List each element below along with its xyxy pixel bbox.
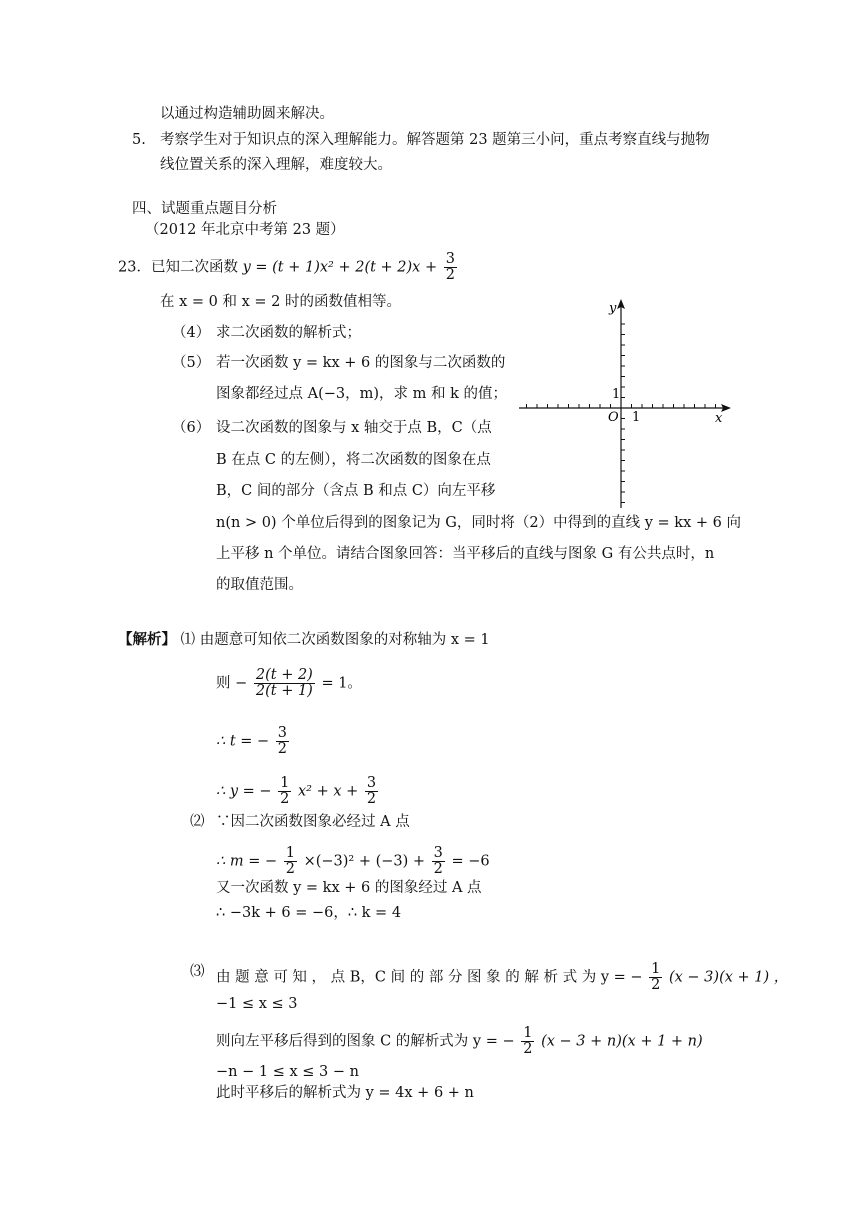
fraction-denominator: 2 — [366, 791, 377, 807]
part-6-text-a: 设二次函数的图象与 x 轴交于点 B，C（点 — [216, 420, 492, 436]
part-6-number: （6） — [172, 420, 211, 436]
fraction-numerator: 3 — [433, 845, 443, 861]
solution-1-text: 由题意可知依二次函数图象的对称轴为 x = 1 — [199, 632, 490, 648]
solution-1-number: ⑴ — [180, 632, 196, 648]
x-unit-label: 1 — [632, 410, 641, 425]
y-axis-label: y — [609, 301, 617, 316]
y-unit-label: 1 — [612, 387, 621, 402]
section-heading-4: 四、试题重点题目分析 — [132, 201, 277, 217]
solution-1-equals: = 1。 — [321, 675, 362, 692]
solution-2-text: ∵因二次函数图象必经过 A 点 — [216, 814, 410, 830]
solution-2-k-value: ∴ −3k + 6 = −6，∴ k = 4 — [216, 905, 402, 921]
solution-3-text — [216, 962, 788, 993]
t-equals: ∴ t = − — [216, 733, 270, 750]
solution-1-function — [216, 776, 380, 807]
fraction-denominator: 2 — [445, 267, 455, 283]
m-result: = −6 — [451, 853, 490, 870]
solution-3-shift-lead: 则向左平移后得到的图象 C 的解析式为 y = − — [216, 1033, 515, 1050]
y-equals: ∴ y = − — [216, 783, 272, 800]
solution-label: 【解析】 — [118, 631, 176, 648]
part-5-text-b: 图象都经过点 A(−3，m)，求 m 和 k 的值； — [216, 386, 507, 402]
fraction-denominator: 2 — [651, 977, 661, 993]
solution-1-t-value — [216, 726, 291, 757]
solution-3-final-line: 此时平移后的解析式为 y = 4x + 6 + n — [216, 1085, 474, 1101]
part-6-text-b: B 在点 C 的左侧），将二次函数的图象在点 — [216, 452, 491, 468]
question-23-prefix: 23．已知二次函数 — [118, 259, 238, 276]
part-6-text-c: B，C 间的部分（含点 B 和点 C）向左平移 — [216, 483, 496, 499]
fraction-denominator: 2(t + 1) — [255, 683, 313, 699]
solution-1-axis-eq — [216, 668, 362, 699]
item-5-text-a: 考察学生对于知识点的深入理解能力。解答题第 23 题第三小问，重点考察直线与抛物 — [160, 132, 710, 148]
y-terms: x² + x + — [298, 783, 359, 800]
solution-3-number: ⑶ — [190, 964, 205, 980]
solution-3-shift-fraction — [521, 1026, 534, 1057]
solution-3-shift-tail: (x − 3 + n)(x + 1 + n) — [541, 1033, 703, 1050]
fraction-denominator: 2 — [523, 1041, 533, 1057]
part-4-number: （4） — [172, 325, 211, 341]
m-equals: ∴ m = − — [216, 853, 278, 870]
solution-2-m-value — [216, 846, 490, 877]
part-6-text-d: n(n > 0) 个单位后得到的图象记为 G，同时将（2）中得到的直线 y = kx + 6 向 — [216, 515, 741, 531]
t-fraction — [276, 726, 289, 757]
fraction-numerator: 3 — [366, 775, 377, 791]
fraction-numerator: 1 — [651, 961, 661, 977]
solution-part-1 — [118, 630, 490, 650]
fraction-numerator: 1 — [280, 775, 290, 791]
question-23-formula: y = (t + 1)x² + 2(t + 2)x + — [242, 259, 438, 276]
question-source: （2012 年北京中考第 23 题） — [145, 222, 345, 238]
solution-3-range-2: −n − 1 ≤ x ≤ 3 − n — [216, 1064, 359, 1080]
part-6-text-f: 的取值范围。 — [216, 577, 303, 593]
fraction-numerator: 1 — [523, 1025, 533, 1041]
solution-3-shift — [216, 1026, 703, 1057]
const-fraction — [365, 776, 378, 807]
fraction-denominator: 2 — [285, 861, 295, 877]
m-fraction — [284, 846, 297, 877]
part-6-text-e: 上平移 n 个单位。请结合图象回答：当平移后的直线与图象 G 有公共点时，n — [216, 546, 715, 562]
solution-3-fraction — [649, 962, 662, 993]
fraction-denominator: 2 — [277, 741, 288, 757]
question-23-stem — [118, 252, 459, 283]
item-5-text-b: 线位置关系的深入理解，难度较大。 — [160, 157, 392, 173]
m-terms: ×(−3)² + (−3) + — [303, 853, 426, 870]
solution-1-fraction — [254, 668, 315, 699]
item-5-number: 5. — [132, 132, 146, 148]
origin-label: O — [608, 410, 619, 425]
fraction-denominator: 2 — [280, 791, 290, 807]
coef-fraction — [278, 776, 291, 807]
part-5-text-a: 若一次函数 y = kx + 6 的图象与二次函数的 — [216, 355, 506, 371]
fraction-numerator: 2(t + 2) — [255, 667, 313, 683]
fraction-numerator: 1 — [285, 845, 295, 861]
solution-3-lead: 由 题 意 可 知 ， 点 B，C 间 的 部 分 图 象 的 解 析 式 为 y = − — [216, 969, 643, 986]
solution-1-then: 则 − — [216, 675, 248, 692]
part-4-text: 求二次函数的解析式； — [216, 325, 361, 341]
solution-3-tail: (x − 3)(x + 1) ， — [668, 969, 789, 986]
x-axis-label: x — [715, 411, 723, 426]
fraction-numerator: 3 — [445, 251, 455, 267]
solution-2-number: ⑵ — [190, 814, 205, 830]
coordinate-grid — [515, 298, 733, 513]
solution-3-range: −1 ≤ x ≤ 3 — [216, 996, 298, 1012]
solution-2-line: 又一次函数 y = kx + 6 的图象经过 A 点 — [216, 880, 482, 896]
fraction-denominator: 2 — [433, 861, 443, 877]
question-23-fraction — [444, 252, 457, 283]
fraction-numerator: 3 — [277, 725, 288, 741]
m-fraction-2 — [432, 846, 445, 877]
part-5-number: （5） — [172, 355, 211, 371]
question-23-condition: 在 x = 0 和 x = 2 时的函数值相等。 — [160, 294, 401, 310]
line-aux-circle: 以通过构造辅助圆来解决。 — [160, 106, 334, 122]
